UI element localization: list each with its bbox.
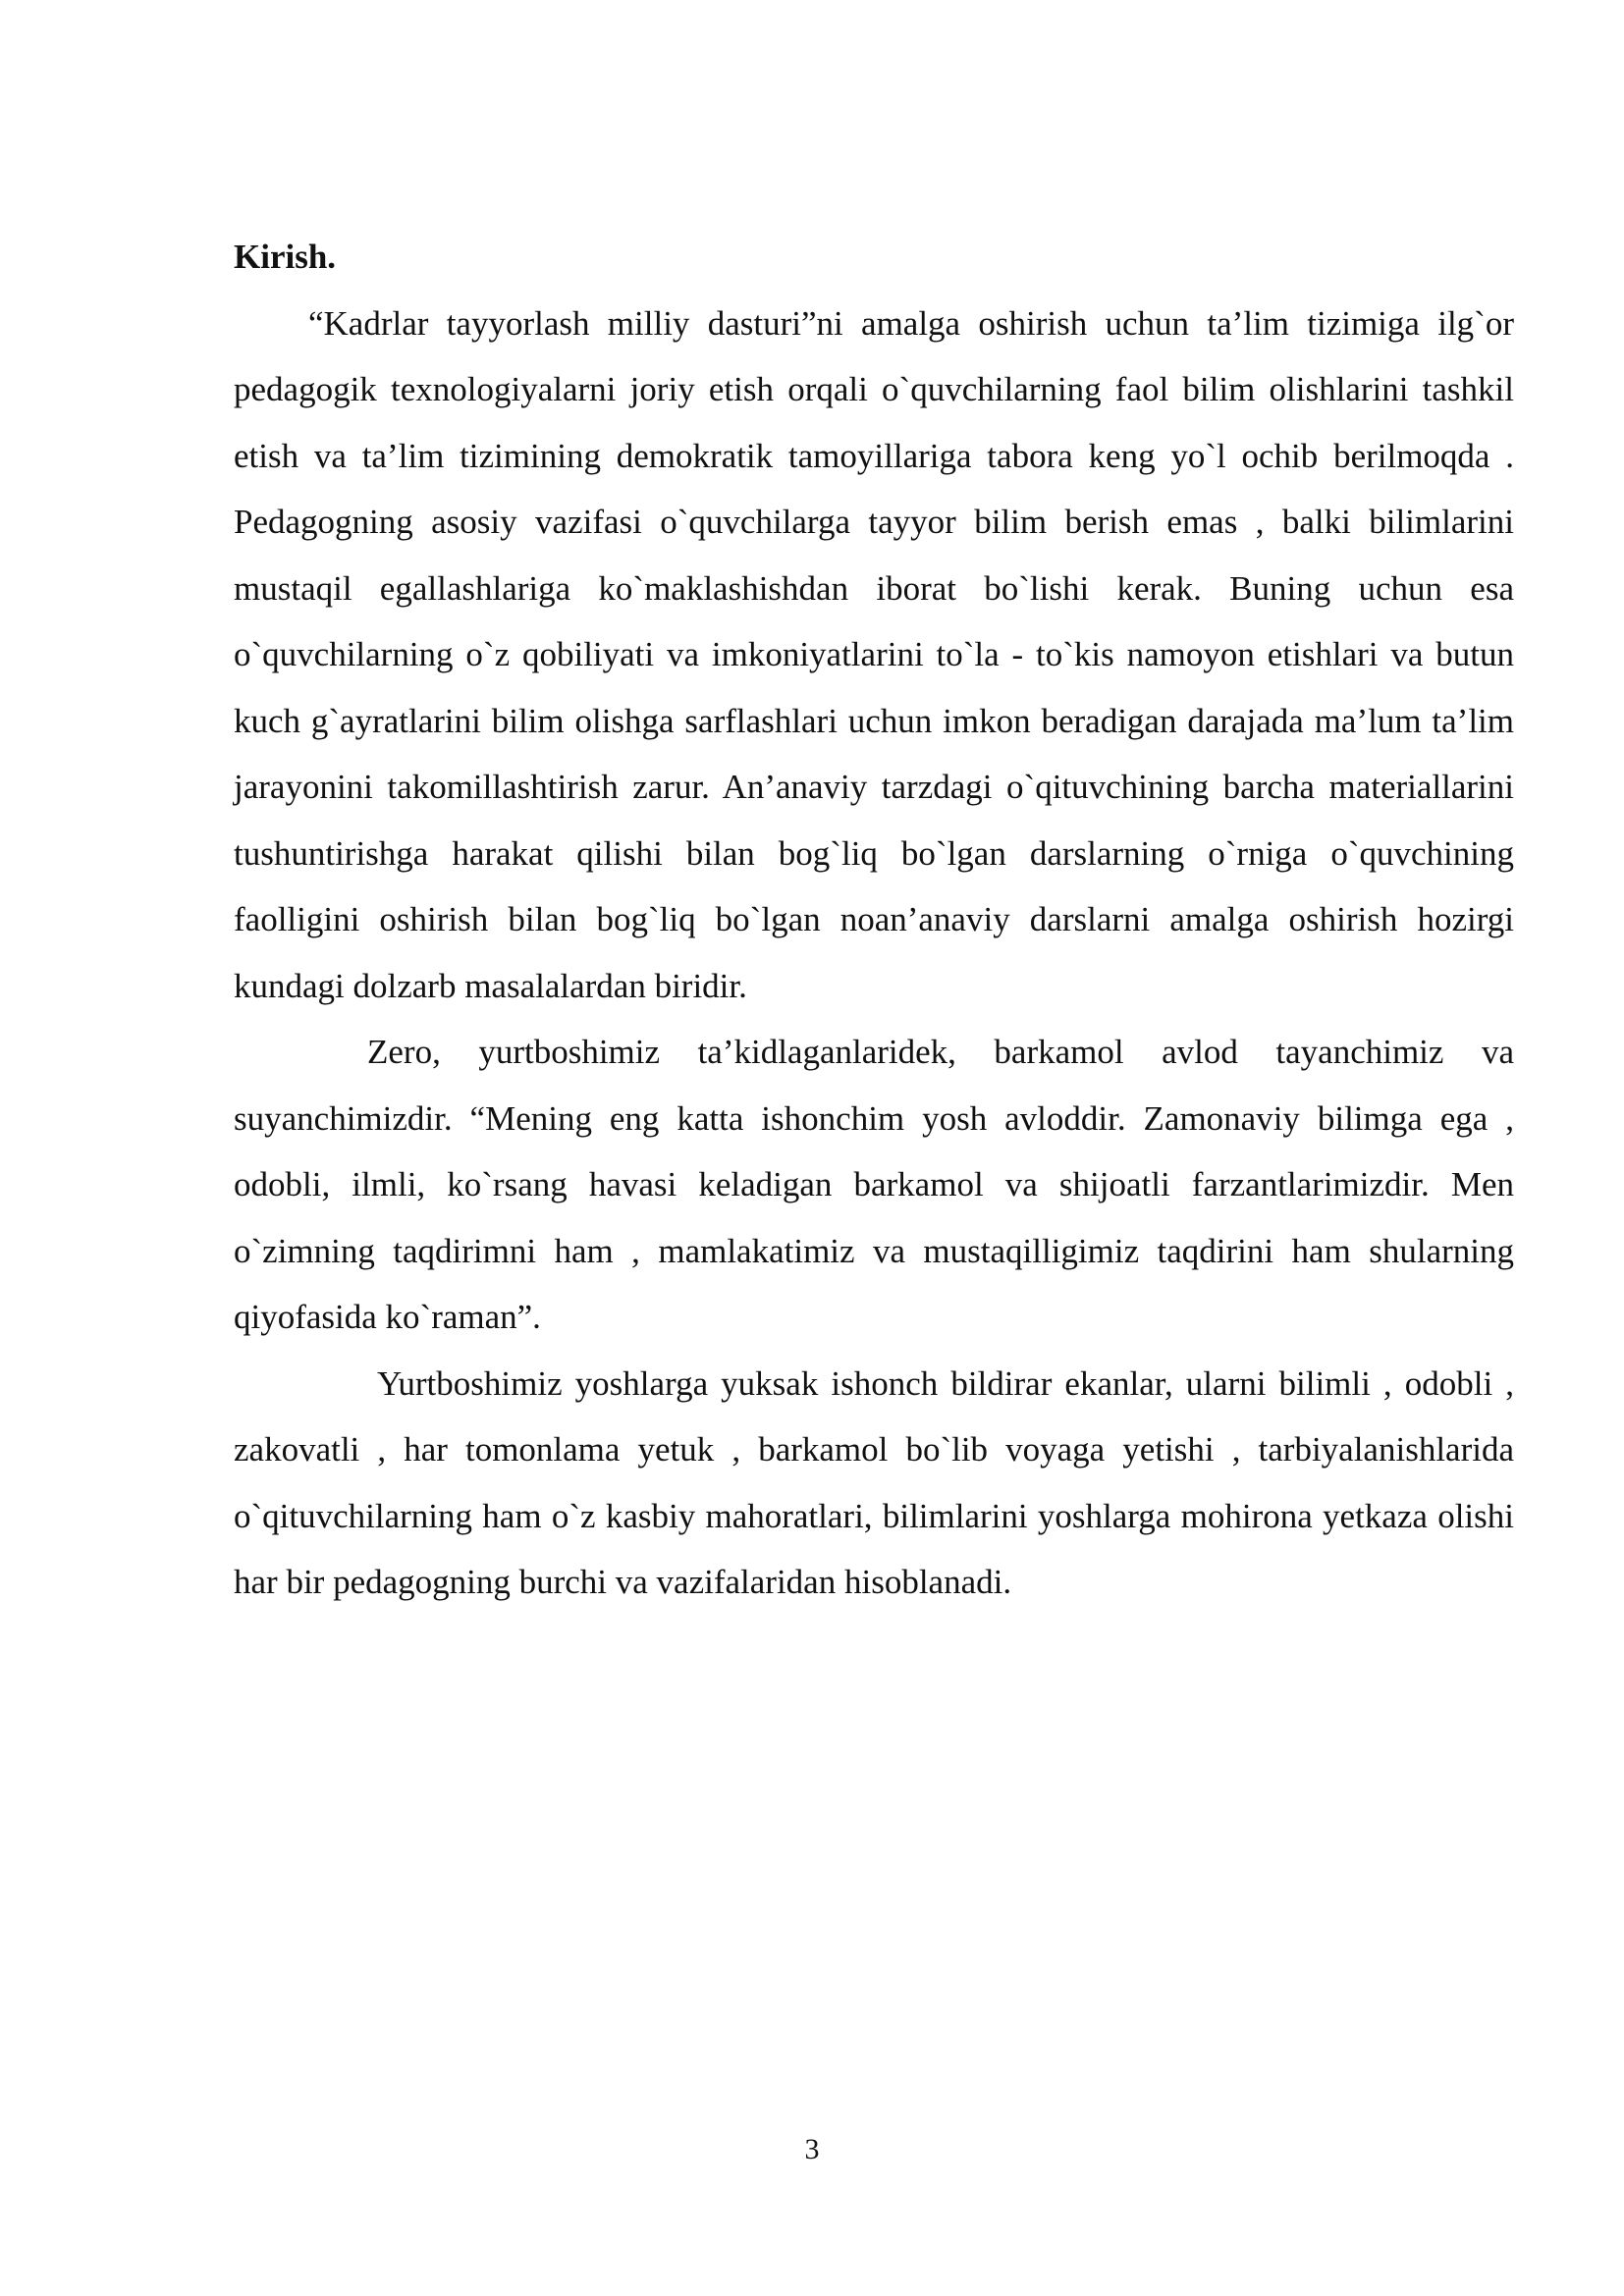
section-heading: Kirish. bbox=[234, 238, 337, 276]
paragraph-1: “Kadrlar tayyorlash milliy dasturi”ni amalga oshirish uchun ta’lim tizimiga ilg`or pedagogik texnologiyalarni joriy etish orqali o`quvchilarning faol bilim olishlarini tashkil etish va ta’lim tizimining demokratik tamoyillariga tabora keng yo`l ochib berilmoqda . Pedagogning asosiy vazifasi o`quvchilarga tayyor bilim berish emas , balki bilimlarini mustaqil egallashlariga ko`maklashishdan iborat bo`lishi kerak. Buning uchun esa o`quvchilarning o`z qobiliyati va imkoniyatlarini to`la - to`kis namoyon etishlari va butun kuch g`ayratlarini bilim olishga sarflashlari uchun imkon beradigan darajada ma’lum ta’lim jarayonini takomillashtirish zarur. An’anaviy tarzdagi o`qituvchining barcha materiallarini tushuntirishga harakat qilishi bilan bog`liq bo`lgan darslarning o`rniga o`quvchining faolligini oshirish bilan bog`liq bo`lgan noan’anaviy darslarni amalga oshirish hozirgi kundagi dolzarb masalalardan biridir. bbox=[234, 303, 1514, 1005]
page-body bbox=[234, 224, 1514, 1616]
paragraph-3: Yurtboshimiz yoshlarga yuksak ishonch bildirar ekanlar, ularni bilimli , odobli , zakovatli , har tomonlama yetuk , barkamol bo`lib voyaga yetishi , tarbiyalanishlarida o`qituvchilarning ham o`z kasbiy mahoratlari, bilimlarini yoshlarga mohirona yetkaza olishi har bir pedagogning burchi va vazifalaridan hisoblanadi. bbox=[234, 1363, 1514, 1601]
paragraph-2: Zero, yurtboshimiz ta’kidlaganlaridek, barkamol avlod tayanchimiz va suyanchimizdir. “Mening eng katta ishonchim yosh avloddir. Zamonaviy bilimga ega , odobli, ilmli, ko`rsang havasi keladigan barkamol va shijoatli farzantlarimizdir. Men o`zimning taqdirimni ham , mamlakatimiz va mustaqilligimiz taqdirini ham shularning qiyofasida ko`raman”. bbox=[234, 1033, 1514, 1336]
page-number: 3 bbox=[804, 2133, 820, 2165]
